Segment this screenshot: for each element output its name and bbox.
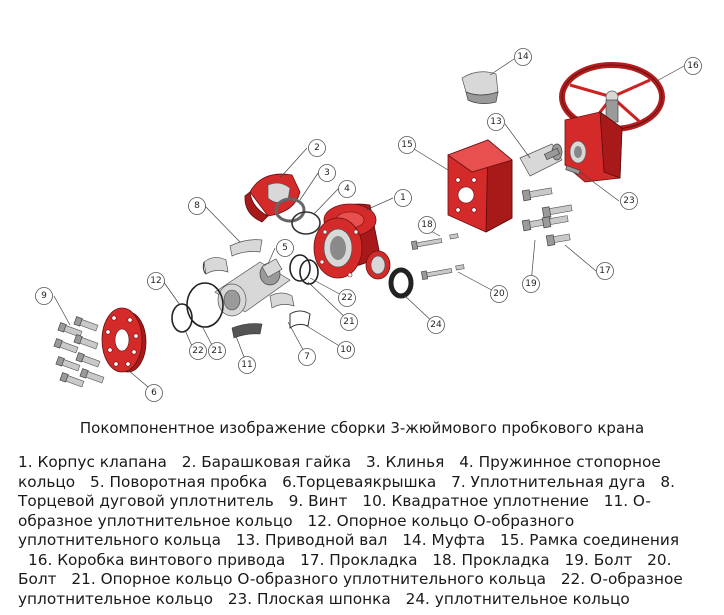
svg-text:8: 8 xyxy=(194,201,200,211)
sealing-arcs-right xyxy=(270,293,310,328)
svg-text:17: 17 xyxy=(599,266,611,276)
svg-text:2: 2 xyxy=(314,143,320,153)
drive-shaft xyxy=(520,144,562,176)
legend-item-8: 8. Торцевой дуговой уплотнитель xyxy=(18,472,675,510)
legend-item-14: 14. Муфта xyxy=(402,531,486,549)
valve-body xyxy=(314,204,390,279)
svg-text:16: 16 xyxy=(687,61,699,71)
legend-item-18: 18. Прокладка xyxy=(432,550,550,569)
svg-text:23: 23 xyxy=(623,196,635,206)
svg-text:21: 21 xyxy=(211,346,223,356)
callout-3 xyxy=(319,165,336,182)
screws xyxy=(54,317,104,388)
callout-13 xyxy=(488,114,505,131)
svg-text:4: 4 xyxy=(344,184,350,194)
legend-item-22: 22. O-образное уплотнительное кольцо xyxy=(18,570,683,608)
parts-legend xyxy=(18,453,708,609)
spring-retaining-ring xyxy=(292,212,320,234)
callout-14 xyxy=(515,49,532,66)
legend-item-7: 7. Уплотнительная дуга xyxy=(451,472,646,491)
callout-23 xyxy=(621,193,638,210)
svg-text:21: 21 xyxy=(343,317,355,327)
legend-item-9: 9. Винт xyxy=(288,492,348,510)
worm-gear-box-handwheel xyxy=(562,65,662,182)
legend-item-1: 1. Корпус клапана xyxy=(18,453,167,471)
legend-item-21: 21. Опорное кольцо O-образного уплотнительного кольца xyxy=(71,570,546,588)
callout-9 xyxy=(36,288,53,305)
coupling xyxy=(462,72,498,104)
svg-text:22: 22 xyxy=(192,346,204,356)
callout-11 xyxy=(239,357,256,374)
callout-22-b xyxy=(190,343,207,360)
callout-7 xyxy=(299,349,316,366)
svg-text:6: 6 xyxy=(151,388,157,398)
callout-5 xyxy=(277,240,294,257)
sealing-arcs-left xyxy=(203,257,228,274)
callout-21 xyxy=(341,314,358,331)
callout-8 xyxy=(189,198,206,215)
legend-item-19: 19. Болт xyxy=(564,550,633,569)
callout-10 xyxy=(338,342,355,359)
legend-item-20: 20. Болт xyxy=(18,550,672,588)
legend-item-17: 17. Прокладка xyxy=(300,550,418,569)
svg-text:1: 1 xyxy=(400,193,406,203)
svg-text:19: 19 xyxy=(525,279,537,289)
o-ring-backup-12 xyxy=(172,304,192,332)
callout-6 xyxy=(146,385,163,402)
callout-16 xyxy=(685,58,702,75)
connection-frame xyxy=(448,140,512,232)
svg-text:3: 3 xyxy=(324,168,330,178)
svg-text:14: 14 xyxy=(517,52,529,62)
figure-caption: Покомпонентное изображение сборки 3-жюймового пробкового крана xyxy=(79,419,645,437)
callout-18 xyxy=(419,217,436,234)
callout-21-b xyxy=(209,343,226,360)
callout-17 xyxy=(597,263,614,280)
legend-item-11: 11. O-образное уплотнительное кольцо xyxy=(18,492,651,530)
legend-item-15: 15. Рамка соединения xyxy=(500,531,680,549)
callout-4 xyxy=(339,181,356,198)
callout-15 xyxy=(399,137,416,154)
svg-text:15: 15 xyxy=(401,140,413,150)
legend-item-6: 6.Торцеваякрышка xyxy=(282,472,437,491)
seal-ring xyxy=(391,270,411,296)
legend-item-13: 13. Приводной вал xyxy=(235,531,388,549)
callout-2 xyxy=(309,140,326,157)
callout-20 xyxy=(491,286,508,303)
svg-text:12: 12 xyxy=(150,276,162,286)
legend-item-10: 10. Квадратное уплотнение xyxy=(362,492,589,510)
svg-text:7: 7 xyxy=(304,352,310,362)
end-arc-seal-bottom xyxy=(232,324,262,339)
callout-1 xyxy=(395,190,412,207)
svg-text:22: 22 xyxy=(341,293,353,303)
callout-12 xyxy=(148,273,165,290)
legend-item-3: 3. Клинья xyxy=(366,453,445,471)
svg-text:20: 20 xyxy=(493,289,505,299)
svg-text:13: 13 xyxy=(490,117,502,127)
callout-19 xyxy=(523,276,540,293)
svg-text:24: 24 xyxy=(430,320,442,330)
callout-22 xyxy=(339,290,356,307)
legend-item-23: 23. Плоская шпонка xyxy=(227,589,391,608)
legend-item-24: 24. уплотнительное кольцо xyxy=(405,589,630,608)
svg-text:18: 18 xyxy=(421,220,433,230)
svg-text:5: 5 xyxy=(282,243,288,253)
svg-text:10: 10 xyxy=(340,345,352,355)
end-cap xyxy=(102,308,146,372)
svg-text:9: 9 xyxy=(41,291,47,301)
legend-item-4: 4. Пружинное стопорное кольцо xyxy=(18,453,661,491)
bolts-group-19 xyxy=(522,186,572,246)
legend-item-2: 2. Барашковая гайка xyxy=(181,453,352,471)
svg-text:11: 11 xyxy=(241,360,253,370)
callout-24 xyxy=(428,317,445,334)
legend-item-5: 5. Поворотная пробка xyxy=(90,472,268,491)
legend-item-16: 16. Коробка винтового привода xyxy=(28,550,286,569)
bolts-group-20 xyxy=(411,234,464,280)
legend-item-12: 12. Опорное кольцо O-образного уплотнительного кольца xyxy=(18,511,575,549)
end-arc-seal-top xyxy=(230,240,262,256)
